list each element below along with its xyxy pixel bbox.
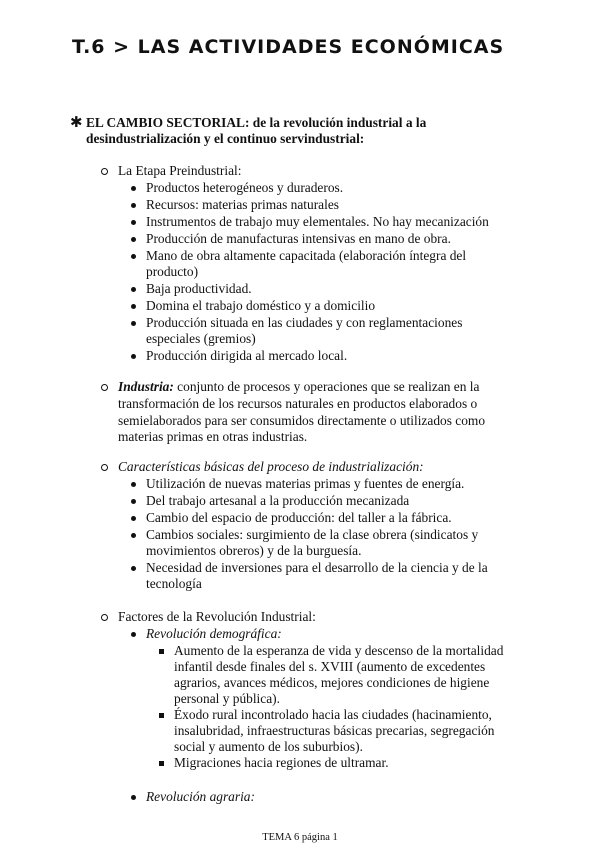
dot-bullet-icon: [131, 321, 136, 326]
dot-bullet-icon: [131, 499, 136, 504]
square-bullet-icon: [159, 713, 164, 718]
list-item-continuation: especiales (gremios): [146, 331, 256, 346]
agraria-label: Revolución agraria:: [146, 789, 255, 804]
list-item: Mano de obra altamente capacitada (elaboración íntegra del: [146, 248, 467, 263]
list-item: Baja productividad.: [146, 281, 252, 296]
list-item-continuation: personal y pública).: [174, 691, 280, 706]
dot-bullet-icon: [131, 220, 136, 225]
dot-bullet-icon: [131, 566, 136, 571]
dot-bullet-icon: [131, 186, 136, 191]
list-item-continuation: agrarios, avances médicos, mejores condiciones de higiene: [174, 675, 490, 690]
industria-definition-line-4: materias primas en otras industrias.: [118, 429, 308, 444]
list-item: Recursos: materias primas naturales: [146, 197, 339, 212]
list-item: Utilización de nuevas materias primas y fuentes de energía.: [146, 476, 465, 491]
demografica-label: Revolución demográfica:: [146, 626, 282, 641]
list-item: Migraciones hacia regiones de ultramar.: [174, 755, 389, 770]
ring-bullet-icon: [101, 614, 108, 621]
list-item: Instrumentos de trabajo muy elementales. No hay mecanización: [146, 214, 489, 229]
asterisk-bullet-icon: ✱: [70, 115, 83, 131]
list-item-continuation: producto): [146, 264, 199, 279]
list-item: Producción dirigida al mercado local.: [146, 348, 348, 363]
section-heading-line-1: EL CAMBIO SECTORIAL: de la revolución industrial a la: [86, 115, 427, 130]
dot-bullet-icon: [131, 516, 136, 521]
page-title: T.6 > LAS ACTIVIDADES ECONÓMICAS: [72, 36, 505, 58]
list-item: Productos heterogéneos y duraderos.: [146, 180, 344, 195]
dot-bullet-icon: [131, 203, 136, 208]
list-item-continuation: insalubridad, infraestructuras básicas precarias, segregación: [174, 723, 495, 738]
industria-definition-line-2: transformación de los recursos naturales en productos elaborados o: [118, 396, 478, 411]
industria-term: Industria:: [118, 379, 174, 394]
page-footer: TEMA 6 página 1: [262, 832, 338, 843]
caracteristicas-label: Características básicas del proceso de industrialización:: [118, 459, 424, 474]
dot-bullet-icon: [131, 533, 136, 538]
dot-bullet-icon: [131, 354, 136, 359]
list-item-continuation: social y aumento de los suburbios).: [174, 739, 363, 754]
dot-bullet-icon: [131, 304, 136, 309]
list-item: Éxodo rural incontrolado hacia las ciudades (hacinamiento,: [174, 707, 492, 722]
ring-bullet-icon: [101, 464, 108, 471]
list-item-continuation: infantil desde finales del s. XVIII (aumento de excedentes: [174, 659, 486, 674]
dot-bullet-icon: [131, 632, 136, 637]
factores-label: Factores de la Revolución Industrial:: [118, 609, 316, 624]
list-item: Domina el trabajo doméstico y a domicilio: [146, 298, 376, 313]
list-item: Aumento de la esperanza de vida y descenso de la mortalidad: [174, 643, 504, 658]
dot-bullet-icon: [131, 254, 136, 259]
list-item: Del trabajo artesanal a la producción mecanizada: [146, 493, 410, 508]
list-item: Producción situada en las ciudades y con reglamentaciones: [146, 315, 463, 330]
industria-definition-line-3: semielaborados para ser consumidos directamente o utilizados como: [118, 413, 486, 428]
ring-bullet-icon: [101, 384, 108, 391]
dot-bullet-icon: [131, 287, 136, 292]
ring-bullet-icon: [101, 168, 108, 175]
list-item: Cambio del espacio de producción: del taller a la fábrica.: [146, 510, 452, 525]
dot-bullet-icon: [131, 795, 136, 800]
preindustrial-label: La Etapa Preindustrial:: [118, 163, 242, 178]
list-item: Producción de manufacturas intensivas en mano de obra.: [146, 231, 451, 246]
list-item: Cambios sociales: surgimiento de la clase obrera (sindicatos y: [146, 527, 479, 542]
list-item-continuation: movimientos obreros) y de la burguesía.: [146, 543, 362, 558]
section-heading-line-2: desindustrialización y el continuo servindustrial:: [86, 131, 365, 146]
dot-bullet-icon: [131, 237, 136, 242]
industria-definition-text: conjunto de procesos y operaciones que se realizan en la: [173, 379, 480, 394]
square-bullet-icon: [159, 649, 164, 654]
industria-definition-line-1: [118, 379, 518, 396]
square-bullet-icon: [159, 761, 164, 766]
dot-bullet-icon: [131, 482, 136, 487]
list-item: Necesidad de inversiones para el desarrollo de la ciencia y de la: [146, 560, 488, 575]
list-item-continuation: tecnología: [146, 576, 202, 591]
